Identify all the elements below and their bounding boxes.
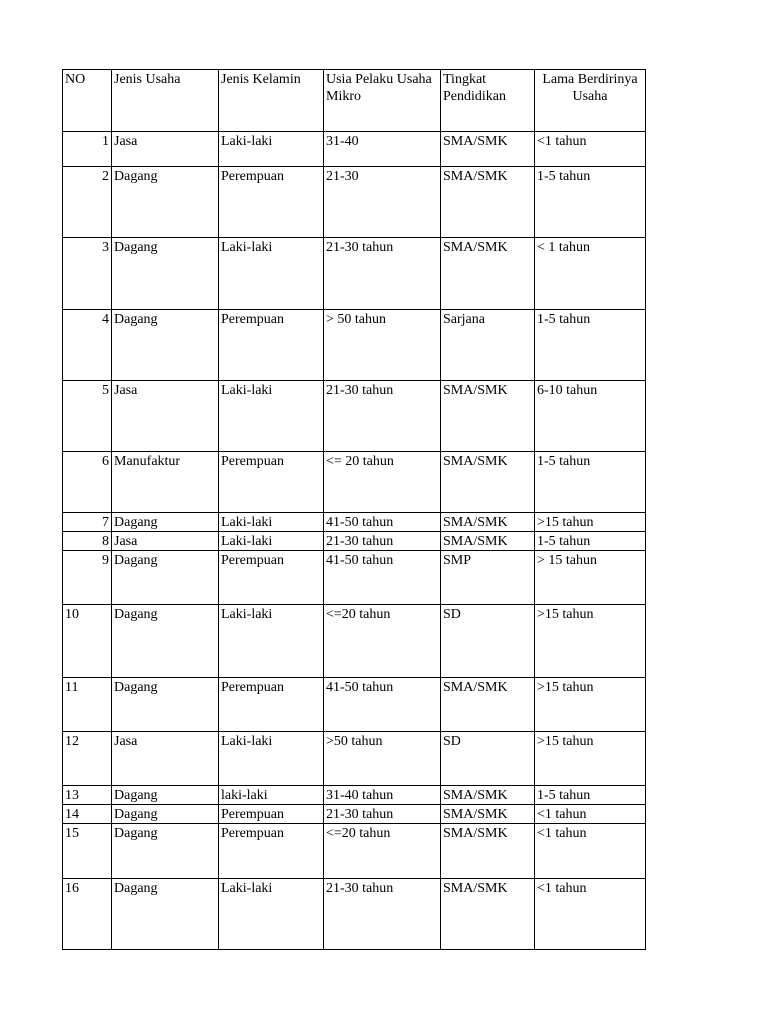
cell-pendidikan: SMA/SMK <box>441 132 535 167</box>
table-row <box>63 381 646 452</box>
cell-jenis-usaha: Dagang <box>112 310 219 381</box>
cell-no: 5 <box>63 381 112 452</box>
cell-jenis-usaha: Dagang <box>112 879 219 950</box>
header-no: NO <box>63 70 112 132</box>
cell-jenis-kelamin: Perempuan <box>219 678 324 732</box>
cell-usia: <= 20 tahun <box>324 452 441 513</box>
cell-pendidikan: SD <box>441 605 535 678</box>
cell-usia: <=20 tahun <box>324 824 441 879</box>
cell-jenis-usaha: Dagang <box>112 238 219 310</box>
cell-jenis-kelamin: Laki-laki <box>219 732 324 786</box>
cell-lama: < 1 tahun <box>535 238 646 310</box>
cell-jenis-kelamin: Laki-laki <box>219 132 324 167</box>
cell-jenis-kelamin: Laki-laki <box>219 238 324 310</box>
cell-pendidikan: SMA/SMK <box>441 381 535 452</box>
table-header-row <box>63 70 646 132</box>
cell-jenis-kelamin: Laki-laki <box>219 605 324 678</box>
table-row <box>63 310 646 381</box>
cell-jenis-usaha: Dagang <box>112 167 219 238</box>
cell-jenis-usaha: Jasa <box>112 732 219 786</box>
cell-pendidikan: SMA/SMK <box>441 452 535 513</box>
cell-jenis-usaha: Dagang <box>112 513 219 532</box>
cell-no: 8 <box>63 532 112 551</box>
cell-usia: 21-30 tahun <box>324 381 441 452</box>
cell-usia: 41-50 tahun <box>324 551 441 605</box>
table-row <box>63 786 646 805</box>
cell-lama: <1 tahun <box>535 824 646 879</box>
cell-usia: 21-30 tahun <box>324 532 441 551</box>
cell-pendidikan: SMA/SMK <box>441 167 535 238</box>
header-lama: Lama Berdirinya Usaha <box>535 70 646 132</box>
table-row <box>63 532 646 551</box>
cell-jenis-usaha: Dagang <box>112 805 219 824</box>
table-row <box>63 132 646 167</box>
header-jenis-kelamin: Jenis Kelamin <box>219 70 324 132</box>
cell-pendidikan: SMA/SMK <box>441 678 535 732</box>
cell-lama: 1-5 tahun <box>535 452 646 513</box>
cell-pendidikan: SMA/SMK <box>441 879 535 950</box>
cell-jenis-kelamin: Laki-laki <box>219 879 324 950</box>
cell-lama: 6-10 tahun <box>535 381 646 452</box>
table-row <box>63 238 646 310</box>
table-row <box>63 167 646 238</box>
cell-jenis-kelamin: Laki-laki <box>219 513 324 532</box>
cell-lama: 1-5 tahun <box>535 786 646 805</box>
cell-jenis-usaha: Jasa <box>112 132 219 167</box>
table-row <box>63 732 646 786</box>
cell-pendidikan: SMA/SMK <box>441 805 535 824</box>
cell-jenis-kelamin: Perempuan <box>219 452 324 513</box>
cell-jenis-usaha: Dagang <box>112 786 219 805</box>
cell-no: 11 <box>63 678 112 732</box>
header-pendidikan: Tingkat Pendidikan <box>441 70 535 132</box>
cell-jenis-usaha: Dagang <box>112 678 219 732</box>
data-table <box>62 69 646 950</box>
cell-no: 12 <box>63 732 112 786</box>
cell-pendidikan: SMA/SMK <box>441 532 535 551</box>
cell-jenis-usaha: Dagang <box>112 551 219 605</box>
cell-jenis-kelamin: Perempuan <box>219 805 324 824</box>
cell-lama: >15 tahun <box>535 513 646 532</box>
cell-no: 3 <box>63 238 112 310</box>
cell-no: 9 <box>63 551 112 605</box>
table-row <box>63 551 646 605</box>
cell-no: 1 <box>63 132 112 167</box>
cell-usia: 21-30 tahun <box>324 238 441 310</box>
cell-lama: 1-5 tahun <box>535 532 646 551</box>
cell-jenis-kelamin: Perempuan <box>219 551 324 605</box>
header-jenis-usaha: Jenis Usaha <box>112 70 219 132</box>
cell-no: 13 <box>63 786 112 805</box>
cell-lama: 1-5 tahun <box>535 310 646 381</box>
cell-usia: 21-30 tahun <box>324 805 441 824</box>
cell-lama: > 15 tahun <box>535 551 646 605</box>
cell-usia: > 50 tahun <box>324 310 441 381</box>
cell-lama: <1 tahun <box>535 805 646 824</box>
cell-no: 14 <box>63 805 112 824</box>
cell-no: 6 <box>63 452 112 513</box>
cell-usia: 31-40 <box>324 132 441 167</box>
cell-lama: <1 tahun <box>535 879 646 950</box>
cell-no: 7 <box>63 513 112 532</box>
table-row <box>63 513 646 532</box>
table-row <box>63 678 646 732</box>
cell-jenis-kelamin: Laki-laki <box>219 381 324 452</box>
cell-pendidikan: SMA/SMK <box>441 238 535 310</box>
cell-jenis-kelamin: laki-laki <box>219 786 324 805</box>
header-usia: Usia Pelaku Usaha Mikro <box>324 70 441 132</box>
cell-lama: 1-5 tahun <box>535 167 646 238</box>
cell-jenis-kelamin: Laki-laki <box>219 532 324 551</box>
cell-usia: 41-50 tahun <box>324 513 441 532</box>
cell-pendidikan: SMA/SMK <box>441 786 535 805</box>
cell-usia: 21-30 tahun <box>324 879 441 950</box>
cell-usia: 21-30 <box>324 167 441 238</box>
cell-pendidikan: SMA/SMK <box>441 824 535 879</box>
cell-jenis-kelamin: Perempuan <box>219 167 324 238</box>
cell-lama: >15 tahun <box>535 732 646 786</box>
cell-jenis-kelamin: Perempuan <box>219 310 324 381</box>
table-row <box>63 452 646 513</box>
cell-usia: 31-40 tahun <box>324 786 441 805</box>
cell-no: 15 <box>63 824 112 879</box>
cell-pendidikan: SMA/SMK <box>441 513 535 532</box>
cell-lama: <1 tahun <box>535 132 646 167</box>
cell-no: 2 <box>63 167 112 238</box>
cell-usia: 41-50 tahun <box>324 678 441 732</box>
cell-lama: >15 tahun <box>535 678 646 732</box>
cell-lama: >15 tahun <box>535 605 646 678</box>
cell-jenis-kelamin: Perempuan <box>219 824 324 879</box>
cell-pendidikan: Sarjana <box>441 310 535 381</box>
table-row <box>63 879 646 950</box>
cell-jenis-usaha: Dagang <box>112 824 219 879</box>
cell-pendidikan: SD <box>441 732 535 786</box>
cell-no: 10 <box>63 605 112 678</box>
cell-usia: >50 tahun <box>324 732 441 786</box>
table-row <box>63 805 646 824</box>
cell-no: 4 <box>63 310 112 381</box>
table-row <box>63 605 646 678</box>
cell-jenis-usaha: Jasa <box>112 532 219 551</box>
cell-jenis-usaha: Dagang <box>112 605 219 678</box>
cell-jenis-usaha: Jasa <box>112 381 219 452</box>
cell-jenis-usaha: Manufaktur <box>112 452 219 513</box>
cell-pendidikan: SMP <box>441 551 535 605</box>
cell-usia: <=20 tahun <box>324 605 441 678</box>
cell-no: 16 <box>63 879 112 950</box>
table-row <box>63 824 646 879</box>
